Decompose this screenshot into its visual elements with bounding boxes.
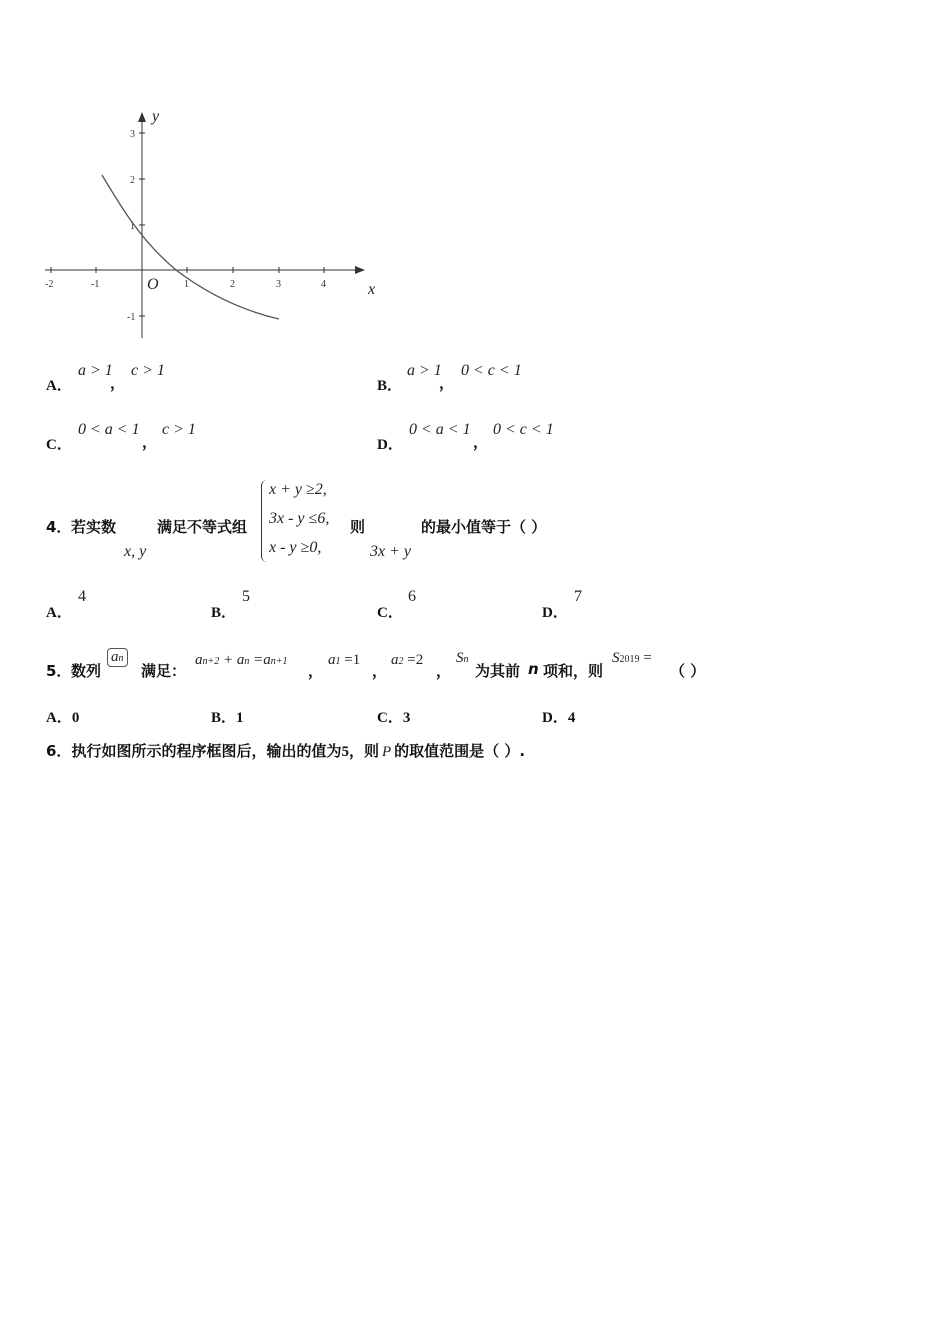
option-expr: 0 < a < 1 [78,421,140,438]
recurrence [195,652,288,669]
option-expr: c > 1 [131,362,165,379]
inequality: x - y ≥0, [269,539,322,556]
seq-var: a [111,649,119,665]
function-graph [0,100,400,360]
question-text: 的取值范围是（ ）. [394,742,526,760]
option-label: C． [377,605,403,621]
x-tick-label: 3 [276,279,281,290]
question-6 [46,740,525,761]
function-curve [102,175,279,319]
x-tick-label: 2 [230,279,235,290]
option-expr: a > 1 [78,362,113,379]
rec-sub: n+1 [270,656,288,667]
option-label: A． [46,378,72,394]
math-vars: x, y [124,543,147,560]
option-value: 5 [242,588,250,605]
punct: ， [372,662,388,680]
option-sep: ， [439,374,455,392]
s2019-eq: = [639,650,652,666]
sum-s2019 [612,650,652,667]
option-label: D． [377,437,403,453]
option-sep: ， [110,374,126,392]
option-label: B． [211,605,237,621]
s2019-sub: 2019 [619,654,640,665]
option-expr: 0 < c < 1 [493,421,554,438]
x-axis-arrow [355,266,365,274]
question-text: 项和，则 [543,662,604,680]
sequence-notation [107,648,128,667]
option-value: 0 [71,710,80,726]
var-p: P [381,744,392,760]
initial-a1 [328,652,360,669]
x-tick-label: -2 [45,279,54,290]
option-expr: 0 < c < 1 [461,362,522,379]
question-text: 数列 [71,662,102,680]
y-axis-arrow [138,112,146,122]
q5-option-c[interactable] [377,706,410,727]
a2-var: a [391,652,399,668]
question-text: （ ） [670,662,706,680]
question-text: ，则 [348,742,379,760]
y-axis-label: y [152,108,160,125]
question-text: 若实数 [71,518,117,536]
a1-val: =1 [340,652,361,668]
inequality: x + y ≥2, [269,481,327,498]
a1-sub: 1 [335,656,341,667]
x-tick-label: 4 [321,279,326,290]
objective-expr: 3x + y [370,543,411,560]
option-sep: ， [473,433,489,451]
option-value: 6 [408,588,416,605]
sn-var: S [456,650,464,666]
rec-term: a [195,652,203,668]
option-value: 4 [567,710,576,726]
y-tick-label: 1 [130,221,135,232]
option-label: B． [211,710,237,726]
option-label: D． [542,710,568,726]
a2-val: =2 [403,652,424,668]
question-text: 满足： [141,662,187,680]
punct: ， [308,662,324,680]
rec-term: =a [249,652,271,668]
question-text: n [528,660,539,678]
option-value: 3 [402,710,411,726]
rec-term: + a [219,652,245,668]
option-label: A． [46,710,72,726]
option-label: C． [377,710,403,726]
x-tick-label: 1 [184,279,189,290]
q5-option-a[interactable] [46,706,79,727]
option-expr: c > 1 [162,421,196,438]
a2-sub: 2 [398,656,404,667]
sum-sn [456,650,469,667]
option-label: A． [46,605,72,621]
a1-var: a [328,652,336,668]
y-tick-label: 3 [130,129,135,140]
option-expr: 0 < a < 1 [409,421,471,438]
question-number: 5． [46,662,72,680]
question-text: 满足不等式组 [157,518,248,536]
question-text: 的最小值等于（ ） [421,518,547,536]
option-value: 4 [78,588,86,605]
initial-a2 [391,652,423,669]
option-sep: ， [142,433,158,451]
x-tick-label: -1 [91,279,100,290]
question-number: 6． [46,742,72,760]
s2019-var: S [612,650,620,666]
question-text: 执行如图所示的程序框图后，输出的值为 [71,742,342,760]
question-text: 为其前 [475,662,521,680]
option-value: 1 [236,710,244,726]
system-brace [261,480,268,562]
rec-sub: n [244,656,250,667]
seq-sub: n [118,653,124,664]
y-tick-label: 2 [130,175,135,186]
question-text: 则 [350,518,366,536]
q5-option-b[interactable] [211,706,244,727]
inequality: 3x - y ≤6, [269,510,330,527]
y-tick-label: -1 [127,312,136,323]
option-label: C． [46,437,72,453]
punct: ， [436,662,452,680]
rec-sub: n+2 [202,656,220,667]
x-axis-label: x [368,281,376,298]
option-expr: a > 1 [407,362,442,379]
option-value: 7 [574,588,582,605]
output-value: 5 [341,744,349,760]
option-label: B． [377,378,403,394]
q5-option-d[interactable] [542,706,575,727]
option-label: D． [542,605,568,621]
origin-label: O [147,276,159,293]
sn-sub: n [463,654,469,665]
question-number: 4． [46,518,72,536]
